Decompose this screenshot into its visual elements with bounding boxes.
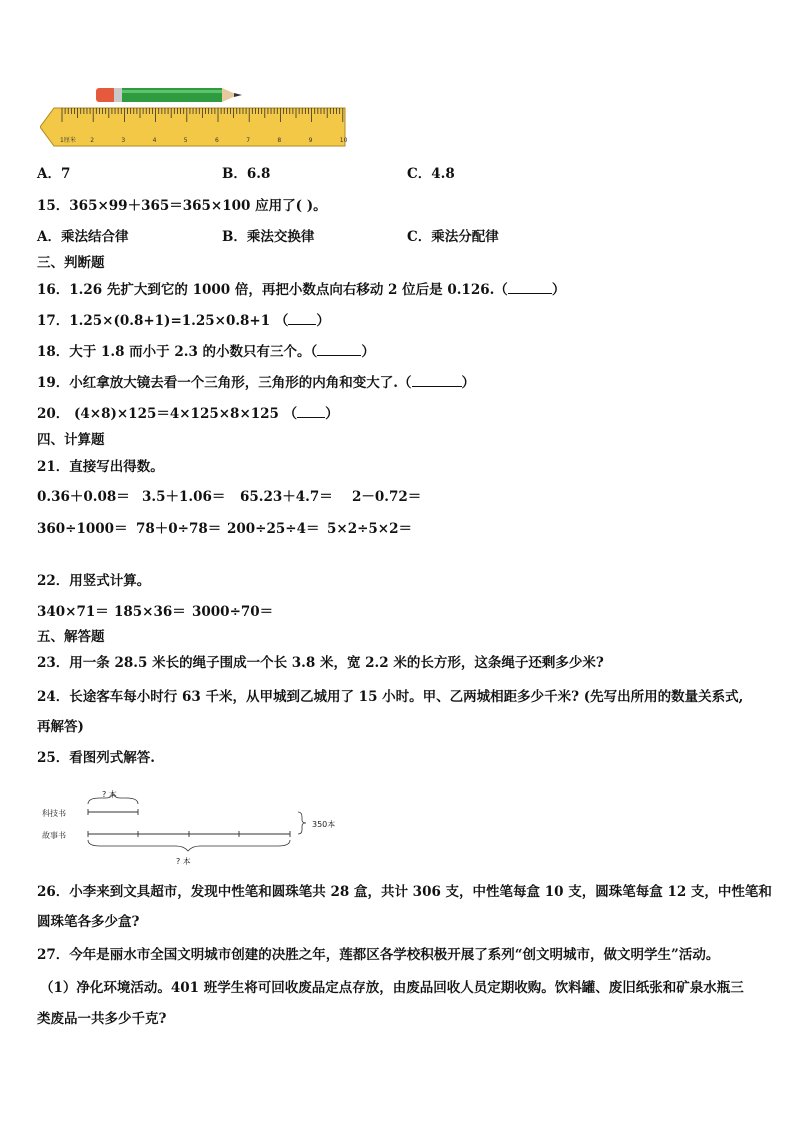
ruler-figure	[40, 80, 350, 150]
q21-item: 2－0.72＝	[352, 489, 422, 505]
q20	[37, 405, 339, 423]
q21-item: 5×2÷5×2＝	[327, 521, 413, 537]
right-brace	[298, 812, 306, 834]
q20-answer-blank[interactable]	[297, 405, 325, 418]
q26-line-1: 26．小李来到文具超市，发现中性笔和圆珠笔共 28 盒，共计 306 支，中性笔每盒 10 支，圆珠笔每盒 12 支，中性笔和	[37, 884, 772, 900]
q22-item: 340×71＝	[37, 604, 109, 620]
q22-item: 185×36＝	[114, 604, 186, 620]
q18-text: 18．大于 1.8 而小于 2.3 的小数只有三个。（	[37, 344, 318, 360]
segment-diagram	[40, 782, 350, 872]
ruler-icon	[40, 108, 348, 146]
q18-close: ）	[361, 344, 375, 360]
q17-answer-blank[interactable]	[288, 312, 316, 325]
q21-item: 78＋0÷78＝	[136, 521, 222, 537]
q18-answer-blank[interactable]	[317, 343, 361, 356]
q19-text: 19．小红拿放大镜去看一个三角形，三角形的内角和变大了.（	[37, 375, 412, 391]
top-unknown-label: ? 本	[102, 790, 117, 799]
q22-item: 3000÷70＝	[192, 604, 274, 620]
q21-item: 0.36＋0.08＝	[37, 489, 130, 505]
pencil-icon	[96, 88, 242, 102]
q25-stem: 25．看图列式解答.	[37, 750, 155, 766]
ruler-number-label: 10	[339, 137, 348, 144]
ruler-number-label: 8	[277, 137, 282, 144]
q14-option-c: C．4.8	[407, 166, 455, 182]
segment-diagram-svg	[40, 782, 350, 872]
section-4-heading: 四、计算题	[37, 432, 105, 448]
q20-close: ）	[325, 406, 339, 422]
q21-item: 200÷25÷4＝	[227, 521, 320, 537]
q27-line-3: 类废品一共多少千克?	[37, 1011, 167, 1027]
total-label: 350本	[312, 820, 336, 829]
q27-line-1: 27．今年是丽水市全国文明城市创建的决胜之年，莲都区各学校积极开展了系列“创文明城市，做文明学生”活动。	[37, 947, 720, 963]
q24-line-1: 24．长途客车每小时行 63 千米，从甲城到乙城用了 15 小时。甲、乙两城相距多少千米? (先写出所用的数量关系式,	[37, 689, 744, 705]
q27-line-2: （1）净化环境活动。401 班学生将可回收废品定点存放，由废品回收人员定期收购。饮料罐、废旧纸张和矿泉水瓶三	[40, 980, 744, 996]
ruler-pencil-svg	[40, 80, 350, 150]
q16	[37, 281, 565, 299]
q14-option-a: A．7	[37, 166, 71, 182]
q24-line-2: 再解答)	[37, 719, 84, 735]
q17	[37, 312, 330, 330]
ruler-number-label: 2	[90, 137, 95, 144]
ruler-unit-label: 1厘米	[60, 137, 76, 144]
q17-close: ）	[316, 313, 330, 329]
q16-answer-blank[interactable]	[508, 281, 552, 294]
q15-stem: 15．365×99＋365＝365×100 应用了( )。	[37, 198, 327, 214]
ruler-number-label: 4	[152, 137, 157, 144]
ruler-number-label: 6	[215, 137, 219, 144]
q14-option-b: B．6.8	[222, 166, 271, 182]
q16-text: 16．1.26 先扩大到它的 1000 倍，再把小数点向右移动 2 位后是 0.126.（	[37, 282, 508, 298]
q21-stem: 21．直接写出得数。	[37, 459, 164, 475]
q15-option-b: B．乘法交换律	[222, 229, 315, 245]
row-label-story: 故事书	[42, 831, 66, 840]
q21-item: 65.23＋4.7＝	[240, 489, 333, 505]
section-5-heading: 五、解答题	[37, 629, 105, 645]
section-3-heading: 三、判断题	[37, 255, 105, 271]
q15-option-c: C．乘法分配律	[407, 229, 499, 245]
q26-line-2: 圆珠笔各多少盒?	[37, 914, 140, 930]
q20-text: 20． (4×8)×125＝4×125×8×125 （	[37, 406, 298, 422]
ruler-number-label: 7	[246, 137, 251, 144]
q19-close: ）	[461, 375, 475, 391]
q17-text: 17．1.25×(0.8+1)=1.25×0.8+1 （	[37, 313, 289, 329]
ruler-number-label: 3	[121, 137, 126, 144]
q18	[37, 343, 375, 361]
q19-answer-blank[interactable]	[412, 374, 462, 387]
q21-item: 360÷1000＝	[37, 521, 128, 537]
q23: 23．用一条 28.5 米长的绳子围成一个长 3.8 米，宽 2.2 米的长方形，这条绳子还剩多少米?	[37, 655, 604, 671]
q16-close: ）	[551, 282, 566, 298]
bottom-unknown-label: ? 本	[176, 857, 191, 866]
q19	[37, 374, 475, 392]
q15-option-a: A．乘法结合律	[37, 229, 129, 245]
q22-stem: 22．用竖式计算。	[37, 573, 151, 589]
ruler-number-label: 5	[183, 137, 188, 144]
row-label-science: 科技书	[42, 809, 66, 818]
ruler-number-label: 9	[308, 137, 313, 144]
q21-item: 3.5＋1.06＝	[142, 489, 226, 505]
bottom-brace	[88, 840, 290, 851]
